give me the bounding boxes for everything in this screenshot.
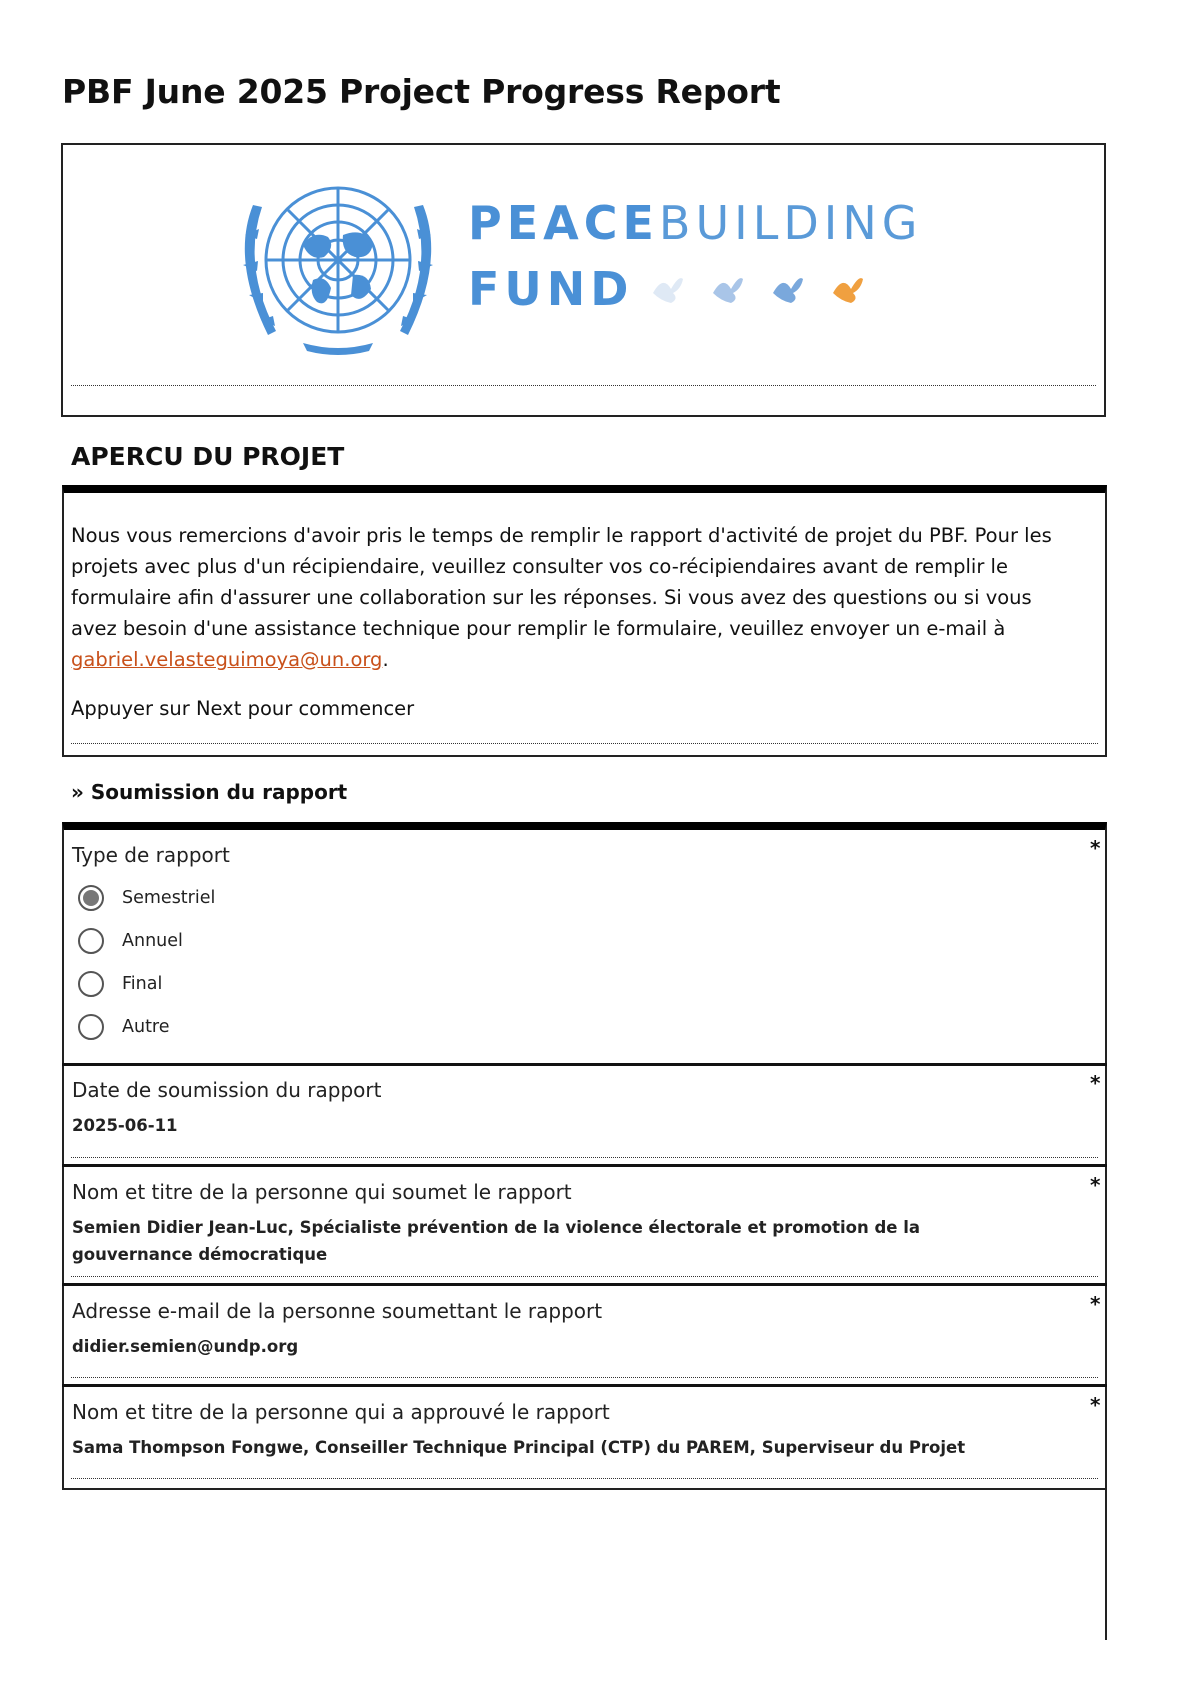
answer-divider <box>71 1276 1098 1277</box>
answer-divider <box>71 1157 1098 1158</box>
start-instruction: Appuyer sur Next pour commencer <box>71 697 415 720</box>
question-divider <box>62 1164 1107 1167</box>
submission-date-value: 2025-06-11 <box>72 1116 178 1135</box>
required-marker: * <box>1090 1393 1101 1417</box>
question-divider <box>62 1384 1107 1387</box>
radio-option-annuel[interactable] <box>78 928 183 954</box>
radio-button-selected[interactable] <box>78 885 104 911</box>
submitter-name-label: Nom et titre de la personne qui soumet le rapport <box>72 1180 572 1204</box>
radio-label: Final <box>122 974 163 994</box>
radio-option-semestriel[interactable] <box>78 885 215 911</box>
overview-heading: APERCU DU PROJET <box>71 442 345 471</box>
wordmark-building: BUILDING <box>658 196 923 250</box>
approver-value: Sama Thompson Fongwe, Conseiller Technique Principal (CTP) du PAREM, Superviseur du Projet <box>72 1438 966 1457</box>
page-title: PBF June 2025 Project Progress Report <box>62 72 781 111</box>
submission-date-label: Date de soumission du rapport <box>72 1078 382 1102</box>
overview-intro <box>71 520 1061 675</box>
page-right-rule <box>1105 1480 1107 1640</box>
radio-option-final[interactable] <box>78 971 162 997</box>
required-marker: * <box>1090 1173 1101 1197</box>
radio-button[interactable] <box>78 928 104 954</box>
question-divider <box>62 1283 1107 1286</box>
logo-panel <box>61 143 1106 417</box>
doves-icon <box>643 263 873 313</box>
radio-button[interactable] <box>78 971 104 997</box>
wordmark-fund: FUND <box>468 262 634 316</box>
overview-intro-suffix: . <box>382 648 389 671</box>
logo-panel-divider <box>71 385 1096 386</box>
approver-label: Nom et titre de la personne qui a approuvé le rapport <box>72 1400 610 1424</box>
radio-option-autre[interactable] <box>78 1014 170 1040</box>
answer-divider <box>71 1377 1098 1378</box>
submission-panel <box>62 822 1107 1490</box>
submission-heading: » Soumission du rapport <box>71 780 348 804</box>
report-type-label: Type de rapport <box>72 843 230 867</box>
required-marker: * <box>1090 1071 1101 1095</box>
question-divider <box>62 1063 1107 1066</box>
submitter-email-label: Adresse e-mail de la personne soumettant le rapport <box>72 1299 603 1323</box>
required-marker: * <box>1090 1292 1101 1316</box>
answer-divider <box>71 1478 1098 1479</box>
radio-button[interactable] <box>78 1014 104 1040</box>
submitter-email-value: didier.semien@undp.org <box>72 1337 299 1356</box>
un-emblem-icon <box>223 165 453 365</box>
radio-label: Autre <box>122 1017 170 1037</box>
overview-divider <box>71 743 1098 744</box>
submitter-name-value: Semien Didier Jean-Luc, Spécialiste prévention de la violence électorale et promotion de la gouvernance démocratique <box>72 1218 921 1264</box>
overview-intro-text: Nous vous remercions d'avoir pris le temps de remplir le rapport d'activité de projet du PBF. Pour les projets avec plus d'un récipiendaire, veuillez consulter vos co-récipiendaires avant de remplir le formulaire afin d'assurer une collaboration sur les réponses. Si vous avez des questions ou si vous avez besoin d'une assistance technique pour remplir le formulaire, veuillez envoyer un e-mail à <box>71 524 1052 640</box>
contact-email-link[interactable]: gabriel.velasteguimoya@un.org <box>71 648 383 671</box>
radio-label: Semestriel <box>122 888 216 908</box>
wordmark-peace: PEACE <box>468 196 659 250</box>
radio-label: Annuel <box>122 931 183 951</box>
required-marker: * <box>1090 836 1101 860</box>
